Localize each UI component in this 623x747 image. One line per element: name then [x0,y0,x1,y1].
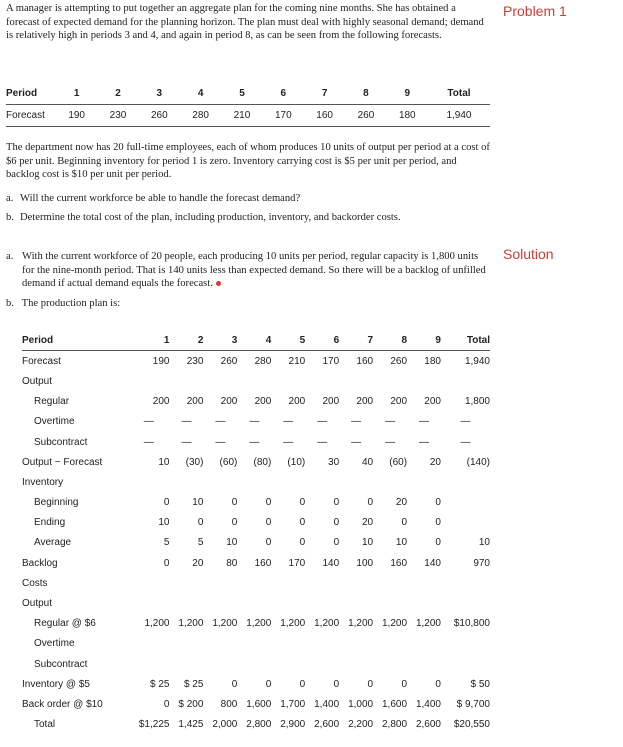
cell: 10 [192,497,204,509]
cell: — [460,416,471,428]
cell: 0 [367,497,374,509]
cell: $ 200 [178,698,204,710]
cell: 0 [163,557,170,569]
cell: 160 [254,557,272,569]
table-row [22,694,490,714]
cell: 260 [390,355,408,367]
cell [373,654,407,674]
cell [305,573,339,593]
header-cell: 5 [271,330,305,351]
forecast-table-row [6,105,490,127]
forecast-table-header [6,83,490,105]
row-label: Back order @ $10 [22,698,103,710]
cell [237,573,271,593]
cell [128,371,169,391]
cell: (60) [219,456,238,468]
cell [128,654,169,674]
cell [169,654,203,674]
cell [128,593,169,613]
cell [203,634,237,654]
cell: $ 25 [183,678,204,690]
cell: 10 [395,537,408,549]
cell: 2,600 [314,719,340,731]
cell [305,634,339,654]
cell [203,654,237,674]
cell: 10 [158,456,170,468]
cell [271,371,305,391]
cell: 1,800 [464,396,490,408]
header-cell: 4 [237,330,271,351]
solution-mark: a. [6,251,14,262]
table-row [22,634,490,654]
table-row [22,614,490,634]
cell [128,634,169,654]
table-row [22,351,490,372]
header-cell: 8 [345,83,386,105]
cell [407,654,441,674]
cell: 1,200 [280,618,306,630]
cell: 160 [356,355,374,367]
question-text: Determine the total cost of the plan, including production, inventory, and backorder costs. [20,212,401,223]
row-label: Inventory [22,476,64,488]
cell: 1,200 [348,618,374,630]
cell: 1,200 [178,618,204,630]
header-cell: Period [6,83,56,105]
cell [305,654,339,674]
cell [373,472,407,492]
cell: 1,200 [382,618,408,630]
row-label: Subcontract [34,658,88,670]
cell: 0 [333,517,340,529]
cell: 1,400 [314,698,340,710]
cell [339,634,373,654]
cell: $ 50 [470,678,490,690]
cell [305,472,339,492]
cell: 0 [265,678,272,690]
row-label: Forecast [6,105,56,127]
cell [169,593,203,613]
cell [407,634,441,654]
header-cell: 3 [203,330,237,351]
cell [128,472,169,492]
problem-label: Problem 1 [503,3,567,19]
table-row [22,513,490,533]
cell [169,634,203,654]
cell: 210 [288,355,306,367]
row-label: Total [34,719,56,731]
header-cell: 9 [387,83,428,105]
cell: 1,600 [246,698,272,710]
cell: — [283,416,294,428]
cell: 2,900 [280,719,306,731]
row-label: Ending [34,517,66,529]
cell: $20,550 [453,719,490,731]
cell: — [249,436,260,448]
table-row [22,674,490,694]
cell [271,472,305,492]
table-row [22,493,490,513]
cell: — [143,436,154,448]
row-label: Overtime [34,638,75,650]
cell: 5 [163,537,170,549]
cell: — [249,416,260,428]
cell: 0 [299,678,306,690]
question-a [6,192,490,206]
cell [441,573,490,593]
cell [271,634,305,654]
question-b [6,211,490,225]
cell: — [419,416,429,428]
cell [203,573,237,593]
cell [128,573,169,593]
row-label: Backlog [22,557,58,569]
solution-b [6,297,120,311]
row-label: Costs [22,577,48,589]
row-label: Beginning [34,497,79,509]
cell [305,371,339,391]
cell: 0 [367,678,374,690]
header-cell: 2 [169,330,203,351]
cell: 0 [163,497,170,509]
cell [271,654,305,674]
cell [339,654,373,674]
cell: 1,600 [382,698,408,710]
header-cell: 4 [180,83,221,105]
cell: 170 [288,557,306,569]
cell: 0 [265,517,272,529]
cell [441,593,490,613]
table-row [22,573,490,593]
cell: 20 [429,456,441,468]
header-cell: Total [428,83,490,105]
cell: 190 [152,355,170,367]
cell: 1,200 [415,618,441,630]
cell: — [460,436,471,448]
cell: $1,225 [138,719,170,731]
cell: 170 [263,105,304,127]
solution-mark: b. [6,298,14,309]
table-row [22,392,490,412]
cell: 1,400 [415,698,441,710]
row-label: Output − Forecast [22,456,103,468]
solution-b-text: The production plan is: [21,298,121,309]
department-text: The department now has 20 full-time employees, each of whom produces 10 units of output per period at a cost of $6 per unit. Beginning inventory for period 1 is zero. Inventory carrying cost is $5 per unit per period, and backlog cost is $10 per unit per period. [6,142,490,181]
header-cell: 9 [407,330,441,351]
cell [169,371,203,391]
plan-table-header [22,330,490,351]
table-row [22,593,490,613]
cell: 20 [395,497,408,509]
cell: 0 [333,497,340,509]
cell [237,634,271,654]
cell: 0 [435,497,441,509]
cell: — [181,436,192,448]
cell: 230 [186,355,204,367]
cell [441,513,490,533]
cell: 2,600 [415,719,441,731]
cell [203,593,237,613]
cell: 180 [424,355,441,367]
cell [407,371,441,391]
cell [373,593,407,613]
header-cell: Period [22,330,128,351]
cell [237,654,271,674]
cell: 20 [361,517,374,529]
cell: 10 [158,517,170,529]
cell: — [215,436,226,448]
row-label: Average [34,537,72,549]
cell [441,634,490,654]
cell: 200 [356,396,374,408]
solution-label: Solution [503,246,554,262]
row-label: Regular @ $6 [34,618,96,630]
cell: 160 [390,557,408,569]
cell: — [317,436,328,448]
cell: (30) [185,456,204,468]
cell: 1,425 [178,719,204,731]
cell: — [215,416,226,428]
cell: 1,200 [314,618,340,630]
bullet-dot-icon [216,281,221,286]
cell: 200 [424,396,441,408]
cell [169,472,203,492]
cell [169,573,203,593]
cell: 1,000 [348,698,374,710]
cell: 280 [180,105,221,127]
cell: 1,940 [464,355,490,367]
cell: 40 [361,456,374,468]
header-cell: Total [441,330,490,351]
problem-text: A manager is attempting to put together an aggregate plan for the coming nine months. She has obtained a forecast of expected demand for the planning horizon. The plan must deal with highly seasonal demand; demand is relatively high in periods 3 and 4, and again in period 8, as can be seen from the following forecasts. [6,3,484,42]
cell: 210 [221,105,262,127]
header-cell: 3 [139,83,180,105]
cell [339,573,373,593]
cell: 260 [220,355,238,367]
cell: — [385,416,396,428]
cell: — [351,436,362,448]
cell: 2,800 [246,719,272,731]
header-cell: 1 [128,330,169,351]
cell [305,593,339,613]
row-label: Subcontract [34,436,88,448]
cell: 0 [231,678,238,690]
cell: 20 [192,557,204,569]
cell [203,371,237,391]
cell: 0 [163,698,170,710]
header-cell: 7 [339,330,373,351]
cell: (60) [389,456,408,468]
row-label: Output [22,598,53,610]
cell: 10 [226,537,238,549]
cell: 0 [299,517,306,529]
cell: 200 [254,396,272,408]
cell: $ 25 [150,678,170,690]
header-cell: 7 [304,83,345,105]
cell [271,593,305,613]
cell [407,472,441,492]
cell [441,472,490,492]
cell: 190 [56,105,97,127]
table-row [22,412,490,432]
cell: 800 [220,698,238,710]
table-row [22,452,490,472]
cell: — [181,416,192,428]
cell: 0 [401,517,408,529]
cell [441,371,490,391]
cell [373,371,407,391]
cell [407,573,441,593]
cell: $10,800 [453,618,490,630]
cell: (10) [287,456,306,468]
cell: 200 [220,396,238,408]
cell: 0 [333,537,340,549]
cell [373,573,407,593]
cell: 80 [226,557,238,569]
question-mark: b. [6,212,14,223]
cell: — [143,416,154,428]
cell [339,593,373,613]
cell: — [283,436,294,448]
header-cell: 1 [56,83,97,105]
cell: 0 [231,497,238,509]
cell [339,371,373,391]
cell: 280 [254,355,272,367]
cell: 170 [322,355,340,367]
solution-a [6,250,490,291]
production-plan-table [22,330,490,735]
cell: 200 [322,396,340,408]
cell [237,472,271,492]
cell: 0 [265,497,272,509]
cell [271,573,305,593]
row-label: Inventory @ $5 [22,678,90,690]
cell: (80) [253,456,272,468]
cell: 0 [435,678,441,690]
cell: (140) [466,456,490,468]
cell: 0 [401,678,408,690]
cell [237,593,271,613]
cell [339,472,373,492]
cell: 2,200 [348,719,374,731]
cell: 0 [435,517,441,529]
cell: 200 [186,396,204,408]
cell: 2,800 [382,719,408,731]
cell: 0 [197,517,204,529]
cell: — [385,436,396,448]
cell: 2,000 [212,719,238,731]
header-cell: 5 [221,83,262,105]
cell: 970 [473,557,490,569]
cell: 5 [197,537,204,549]
cell: 10 [478,537,490,549]
cell [237,371,271,391]
header-cell: 6 [263,83,304,105]
cell [407,593,441,613]
header-cell: 8 [373,330,407,351]
cell: 1,940 [428,105,490,127]
solution-a-text: With the current workforce of 20 people, each producing 10 units per period, regular capacity is 1,800 units for the nine-month period. That is 140 units less than expected demand. So there will be a backlog of unfilled demand if actual demand equals the forecast. [22,251,486,290]
cell: 140 [322,557,340,569]
table-row [22,472,490,492]
table-row [22,432,490,452]
table-row [22,371,490,391]
row-label: Forecast [22,355,61,367]
row-label: Overtime [34,416,75,428]
cell: 260 [139,105,180,127]
table-row [22,533,490,553]
cell: 0 [435,537,441,549]
cell: 0 [299,537,306,549]
cell: 230 [97,105,138,127]
table-row [22,654,490,674]
table-row [22,715,490,735]
cell: 140 [424,557,441,569]
cell: 260 [345,105,386,127]
cell: 100 [356,557,374,569]
cell: 1,200 [246,618,272,630]
question-mark: a. [6,193,14,204]
cell: 200 [288,396,306,408]
cell: 1,200 [144,618,170,630]
forecast-table [6,83,490,127]
cell: 160 [304,105,345,127]
cell [441,654,490,674]
cell: — [351,416,362,428]
cell: 1,700 [280,698,306,710]
cell: 0 [299,497,306,509]
row-label: Regular [34,396,70,408]
cell: 180 [387,105,428,127]
cell: 1,200 [212,618,238,630]
cell [373,634,407,654]
header-cell: 2 [97,83,138,105]
header-cell: 6 [305,330,339,351]
question-text: Will the current workforce be able to handle the forecast demand? [20,193,301,204]
cell: 200 [390,396,408,408]
cell [203,472,237,492]
cell: 200 [152,396,170,408]
cell: 30 [328,456,340,468]
table-row [22,553,490,573]
cell: 0 [333,678,340,690]
cell: $ 9,700 [456,698,490,710]
cell [441,493,490,513]
cell: 0 [231,517,238,529]
row-label: Output [22,375,53,387]
cell: — [317,416,328,428]
cell: 0 [265,537,272,549]
cell: 10 [361,537,374,549]
cell: — [419,436,429,448]
